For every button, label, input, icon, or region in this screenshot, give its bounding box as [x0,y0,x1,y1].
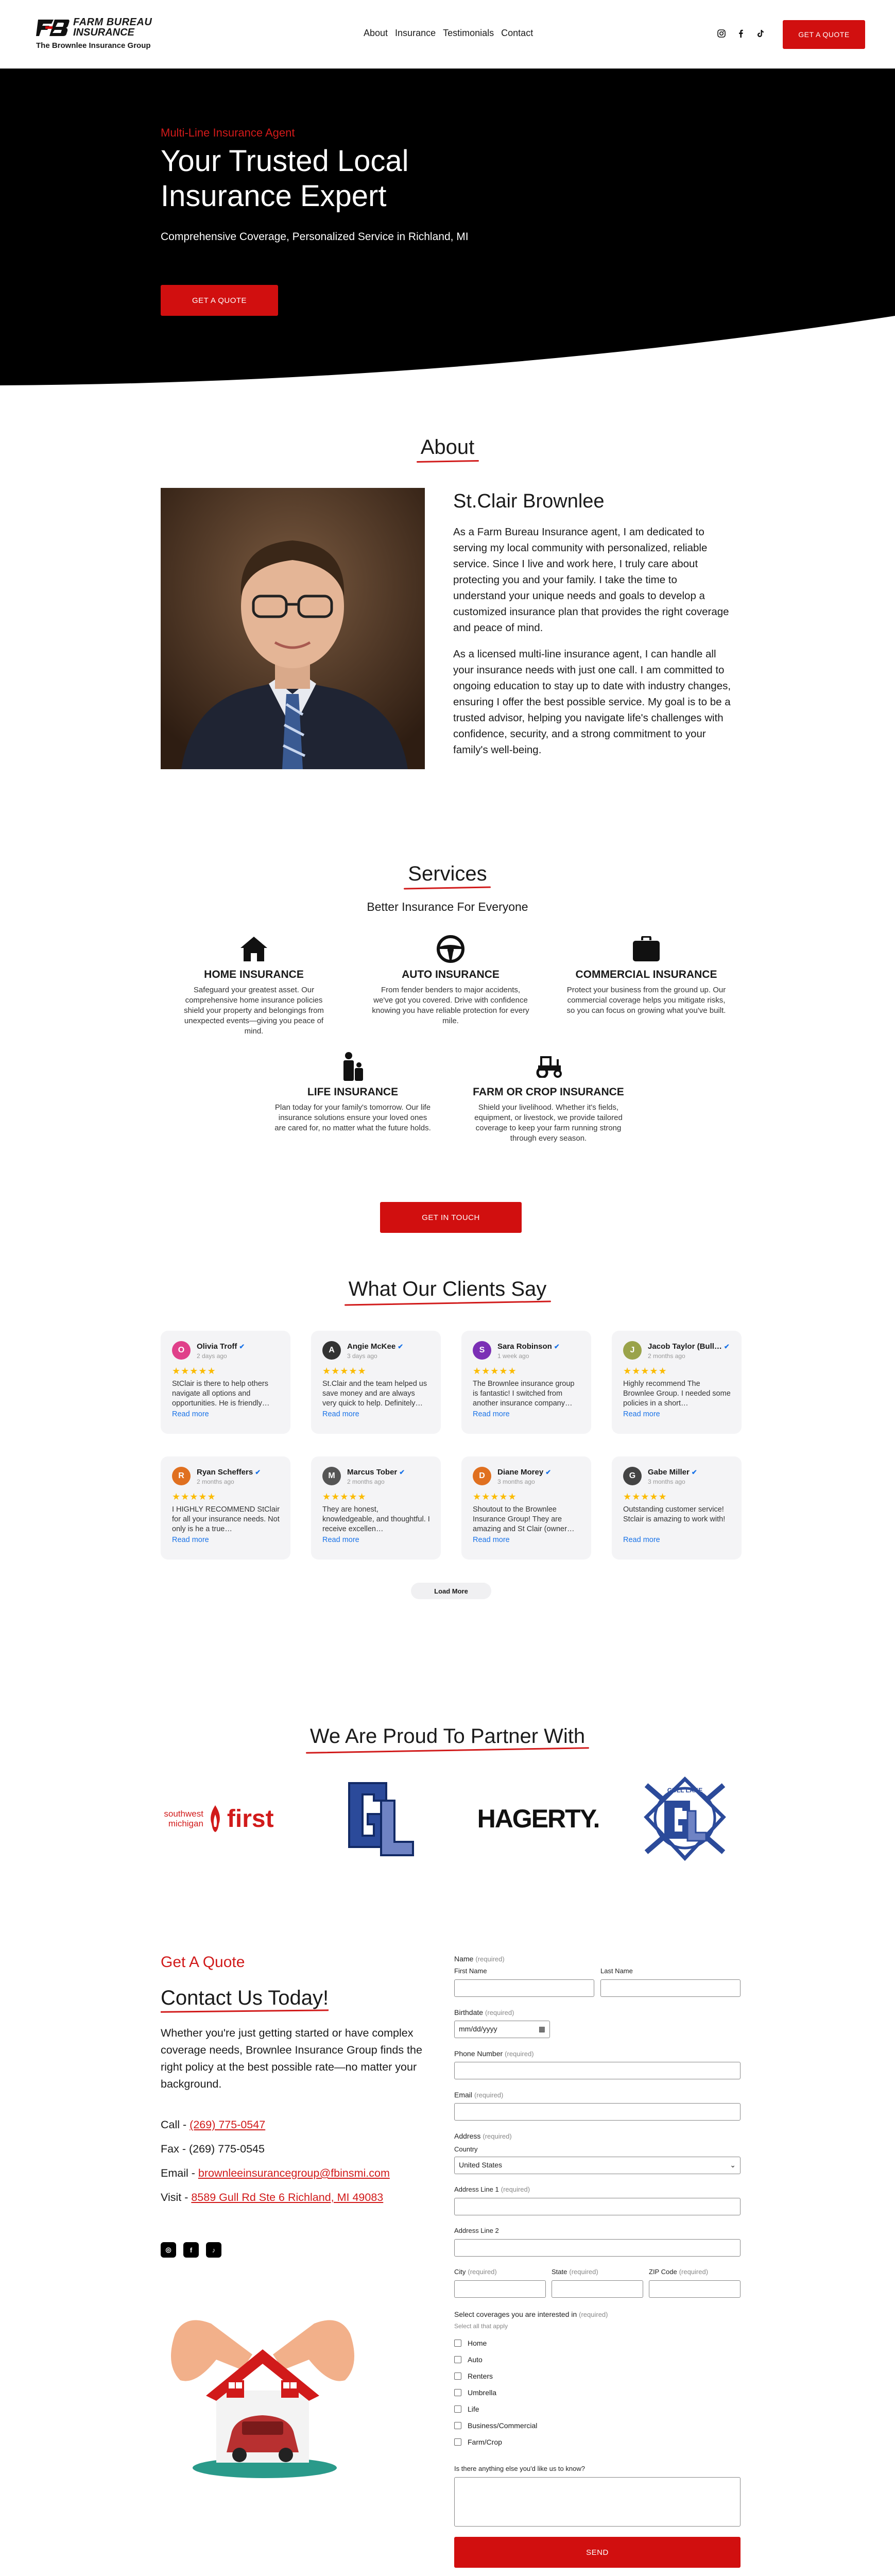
nav-testimonials[interactable]: Testimonials [443,28,494,38]
address-line-2-label: Address Line 2 [454,2227,499,2234]
farm-bureau-logo[interactable] [36,15,154,52]
about-paragraph-1: As a Farm Bureau Insurance agent, I am dedicated to serving my local community with personalized, reliable service. Since I live and work here, I truly care about protecting you and your family. I take the time to understand your unique needs and goals to develop a customized insurance plan that provides the right coverage and peace of mind. [453,526,729,634]
review-time: 3 days ago [347,1352,377,1360]
verified-icon: ✔ [399,1468,405,1476]
avatar: A [322,1341,341,1360]
first-name-label: First Name [454,1967,487,1975]
contact-phone-link[interactable]: (269) 775-0547 [190,2119,266,2131]
flame-icon [209,1804,222,1833]
hero-section [0,69,895,388]
verified-icon: ✔ [398,1343,404,1350]
review-card [612,1331,742,1434]
reviewer-name: Diane Morey ✔ [497,1468,552,1477]
address-label: Address (required) [454,2132,512,2140]
calendar-icon[interactable]: ▦ [538,2025,545,2033]
facebook-icon[interactable]: f [183,2242,199,2258]
partners-title: We Are Proud To Partner With [309,1725,586,1748]
hero-eyebrow: Multi-Line Insurance Agent [161,126,295,139]
testimonials-title: What Our Clients Say [348,1278,547,1300]
email-input[interactable] [454,2103,741,2121]
anything-else-textarea[interactable] [454,2477,741,2527]
review-time: 2 days ago [197,1352,227,1360]
coverage-option[interactable] [454,2421,537,2430]
agent-name: St.Clair Brownlee [453,490,605,512]
service-home-text: Safeguard your greatest asset. Our comprehensive home insurance policies shield your property and belongings from unexpected events—giving you peace of mind. [184,986,324,1036]
read-more-link[interactable]: Read more [322,1536,359,1544]
contact-social [161,2242,221,2258]
zip-input[interactable] [649,2280,741,2298]
house-car-illustration [154,2303,371,2488]
header-get-quote-button[interactable]: GET A QUOTE [783,20,865,49]
contact-eyebrow: Get A Quote [161,1954,245,1971]
contact-email-link[interactable]: brownleeinsurancegroup@fbinsmi.com [198,2167,390,2179]
star-rating: ★★★★★ [623,1366,667,1376]
coverage-option[interactable] [454,2405,479,2413]
review-time: 2 months ago [648,1352,685,1360]
review-time: 2 months ago [197,1478,234,1485]
logo-line-1: FARM BUREAU [73,16,152,28]
email-label: Email (required) [454,2091,504,2099]
checkbox[interactable] [454,2340,461,2347]
city-label: City (required) [454,2268,497,2276]
birthdate-placeholder: mm/dd/yyyy [459,2025,497,2033]
agent-portrait-photo [161,488,425,769]
star-rating: ★★★★★ [322,1492,367,1502]
avatar: O [172,1341,191,1360]
send-button[interactable]: SEND [454,2537,741,2568]
family-icon [273,1051,433,1082]
review-text: Shoutout to the Brownlee Insurance Group! They are amazing and St Clair (owner… [473,1505,575,1533]
gl-block-icon [345,1780,417,1857]
nav-contact[interactable]: Contact [501,28,533,38]
address-line-2-input[interactable] [454,2239,741,2257]
star-rating: ★★★★★ [172,1492,216,1502]
home-icon [174,934,334,964]
reviewer-name: Jacob Taylor (Bull… ✔ [648,1342,730,1351]
avatar: D [473,1467,491,1485]
steering-wheel-icon [371,934,530,964]
reviewer-name: Angie McKee ✔ [347,1342,404,1351]
facebook-icon[interactable] [736,29,746,38]
header-social [717,29,765,38]
coverage-option-label: Umbrella [468,2388,497,2397]
review-card [311,1331,441,1434]
phone-input[interactable] [454,2062,741,2079]
get-in-touch-button[interactable]: GET IN TOUCH [380,1202,522,1233]
star-rating: ★★★★★ [473,1366,517,1376]
coverage-option[interactable] [454,2355,483,2364]
coverage-option-label: Auto [468,2355,483,2364]
services-subtitle: Better Insurance For Everyone [367,900,528,913]
avatar: G [623,1467,642,1485]
city-input[interactable] [454,2280,546,2298]
review-time: 1 week ago [497,1352,529,1360]
verified-icon: ✔ [545,1468,552,1476]
checkbox[interactable] [454,2405,461,2413]
hagerty-wordmark: HAGERTY. [477,1804,599,1833]
service-farm-text: Shield your livelihood. Whether it's fields, equipment, or livestock, we provide tailored coverage to keep your farm running strong through every season. [474,1103,623,1143]
read-more-link[interactable]: Read more [473,1410,510,1418]
country-value: United States [459,2161,503,2169]
hagerty-logo[interactable] [474,1780,603,1857]
read-more-link[interactable]: Read more [172,1410,209,1418]
checkbox[interactable] [454,2356,461,2363]
contact-text: Whether you're just getting started or have complex coverage needs, Brownlee Insurance Group finds the right policy at the best possible rate—no matter your background. [161,2027,422,2090]
gull-lake-ring-text: GULL LAKE [667,1787,703,1794]
service-life [273,1051,433,1133]
coverage-option[interactable] [454,2339,487,2347]
service-auto [371,934,530,1026]
review-card [161,1331,290,1434]
review-card [612,1456,742,1560]
logo-line-2: INSURANCE [73,27,134,38]
nav-insurance[interactable]: Insurance [395,28,436,38]
instagram-icon[interactable]: ◎ [161,2242,176,2258]
checkbox[interactable] [454,2389,461,2396]
avatar: S [473,1341,491,1360]
coverage-option-label: Farm/Crop [468,2438,502,2446]
reviewer-name: Olivia Troff ✔ [197,1342,245,1351]
review-text: Outstanding customer service! Stclair is amazing to work with! [623,1505,726,1523]
star-rating: ★★★★★ [172,1366,216,1376]
review-text: Highly recommend The Brownlee Group. I needed some policies in a short… [623,1380,731,1408]
about-title: About [420,436,475,459]
read-more-link[interactable]: Read more [623,1536,660,1544]
country-select[interactable] [454,2157,741,2174]
review-time: 3 months ago [497,1478,535,1485]
gull-lake-logo[interactable] [633,1780,736,1857]
address-line-1-input[interactable] [454,2198,741,2215]
reviewer-name: Ryan Scheffers ✔ [197,1468,261,1477]
site-header [0,0,895,69]
service-auto-title: AUTO INSURANCE [402,969,500,980]
read-more-link[interactable]: Read more [623,1410,660,1418]
read-more-link[interactable]: Read more [172,1536,209,1544]
birthdate-label: Birthdate (required) [454,2008,514,2016]
service-auto-text: From fender benders to major accidents, we've got you covered. Drive with confidence knowing you have reliable protection for every mile. [372,986,529,1025]
star-rating: ★★★★★ [322,1366,367,1376]
verified-icon: ✔ [239,1343,245,1350]
tiktok-icon[interactable] [756,29,765,38]
checkbox[interactable] [454,2422,461,2429]
contact-address-link[interactable]: 8589 Gull Rd Ste 6 Richland, MI 49083 [191,2191,384,2204]
review-card [461,1456,591,1560]
birthdate-input[interactable] [454,2021,550,2038]
contact-email-line: Email - brownleeinsurancegroup@fbinsmi.com [161,2167,390,2179]
verified-icon: ✔ [255,1468,261,1476]
service-commercial-text: Protect your business from the ground up. Our commercial coverage helps you mitigate risks, so you can focus on growing what you've built. [566,986,726,1015]
services-title: Services [408,862,487,885]
anything-else-label: Is there anything else you'd like us to know? [454,2465,585,2472]
zip-label: ZIP Code (required) [649,2268,709,2276]
last-name-input[interactable] [600,1979,741,1997]
read-more-link[interactable]: Read more [322,1410,359,1418]
first-name-input[interactable] [454,1979,594,1997]
review-time: 3 months ago [648,1478,685,1485]
verified-icon: ✔ [554,1343,560,1350]
briefcase-icon [566,934,726,964]
farm-bureau-mark-icon [36,19,70,37]
service-home [174,934,334,1037]
tiktok-icon[interactable]: ♪ [206,2242,221,2258]
nav-about[interactable]: About [364,28,388,38]
select-all-hint: Select all that apply [454,2323,508,2330]
service-commercial [566,934,726,1016]
contact-title: Contact Us Today! [161,1987,329,2009]
review-time: 2 months ago [347,1478,385,1485]
state-input[interactable] [552,2280,643,2298]
swmf-word: first [227,1805,274,1833]
coverage-option[interactable] [454,2388,496,2397]
contact-phone-line: Call - (269) 775-0547 [161,2119,266,2131]
review-text: St.Clair and the team helped us save money and are always very quick to help. Definitely… [322,1380,427,1408]
address-line-1-label: Address Line 1 (required) [454,2185,530,2193]
review-card [461,1331,591,1434]
contact-address-line: Visit - 8589 Gull Rd Ste 6 Richland, MI 49083 [161,2191,384,2204]
instagram-icon[interactable] [717,29,726,38]
read-more-link[interactable]: Read more [473,1536,510,1544]
swmf-line-2: michigan [168,1819,203,1828]
verified-icon: ✔ [724,1343,730,1350]
coverage-option[interactable] [454,2438,502,2446]
hero-title: Your Trusted Local Insurance Expert [161,144,409,213]
review-text: The Brownlee insurance group is fantastic! I switched from another insurance company… [473,1380,575,1408]
avatar: M [322,1467,341,1485]
last-name-label: Last Name [600,1967,633,1975]
reviewer-name: Gabe Miller ✔ [648,1468,697,1477]
service-life-title: LIFE INSURANCE [307,1086,399,1098]
review-text: I HIGHLY RECOMMEND StClair for all your insurance needs. Not only is he a true… [172,1505,280,1533]
phone-label: Phone Number (required) [454,2049,534,2058]
load-more-button[interactable]: Load More [411,1583,491,1599]
service-farm [469,1051,628,1144]
chevron-down-icon: ⌄ [730,2161,736,2169]
review-card [161,1456,290,1560]
hero-wave-divider [0,285,895,388]
service-home-title: HOME INSURANCE [204,969,304,980]
review-card [311,1456,441,1560]
service-commercial-title: COMMERCIAL INSURANCE [575,969,717,980]
logo-line-3: The Brownlee Insurance Group [36,41,151,50]
hero-subtitle: Comprehensive Coverage, Personalized Service in Richland, MI [161,231,469,243]
service-farm-title: FARM OR CROP INSURANCE [473,1086,624,1098]
country-label: Country [454,2145,478,2153]
service-life-text: Plan today for your family's tomorrow. Our life insurance solutions ensure your loved ones are cared for, no matter what the future holds. [274,1103,431,1132]
state-label: State (required) [552,2268,598,2276]
contact-fax-line: Fax - (269) 775-0545 [161,2143,265,2155]
coverage-option-label: Business/Commercial [468,2421,538,2430]
verified-icon: ✔ [691,1468,697,1476]
tractor-icon [469,1051,628,1082]
about-paragraph-2: As a licensed multi-line insurance agent, I can handle all your insurance needs with just one call. I am committed to ongoing education to stay up to date with industry changes, ensuring I offer the best possible service. My goal is to be a trusted advisor, helping you navigate life's challenges with confidence, security, and a strong commitment to your family's well-being. [453,648,731,756]
star-rating: ★★★★★ [623,1492,667,1502]
coverage-option-label: Life [468,2405,479,2413]
coverage-option-label: Home [468,2339,487,2347]
reviewer-name: Sara Robinson ✔ [497,1342,560,1351]
star-rating: ★★★★★ [473,1492,517,1502]
coverage-option[interactable] [454,2372,493,2380]
coverage-option-label: Renters [468,2372,493,2380]
gull-lake-badge-icon [636,1775,734,1862]
reviewer-name: Marcus Tober ✔ [347,1468,405,1477]
avatar: R [172,1467,191,1485]
swmf-line-1: southwest [164,1809,203,1819]
gl-logo[interactable] [340,1780,422,1857]
main-nav [364,28,533,39]
hero-get-quote-button[interactable]: GET A QUOTE [161,285,278,316]
checkbox[interactable] [454,2372,461,2380]
coverages-label: Select coverages you are interested in (required) [454,2310,608,2318]
southwest-michigan-first-logo[interactable] [154,1780,283,1857]
checkbox[interactable] [454,2438,461,2446]
avatar: J [623,1341,642,1360]
review-text: StClair is there to help others navigate all options and opportunities. He is friendly… [172,1380,270,1408]
review-text: They are honest, knowledgeable, and thoughtful. I receive excellen… [322,1505,430,1533]
name-label: Name (required) [454,1955,505,1963]
